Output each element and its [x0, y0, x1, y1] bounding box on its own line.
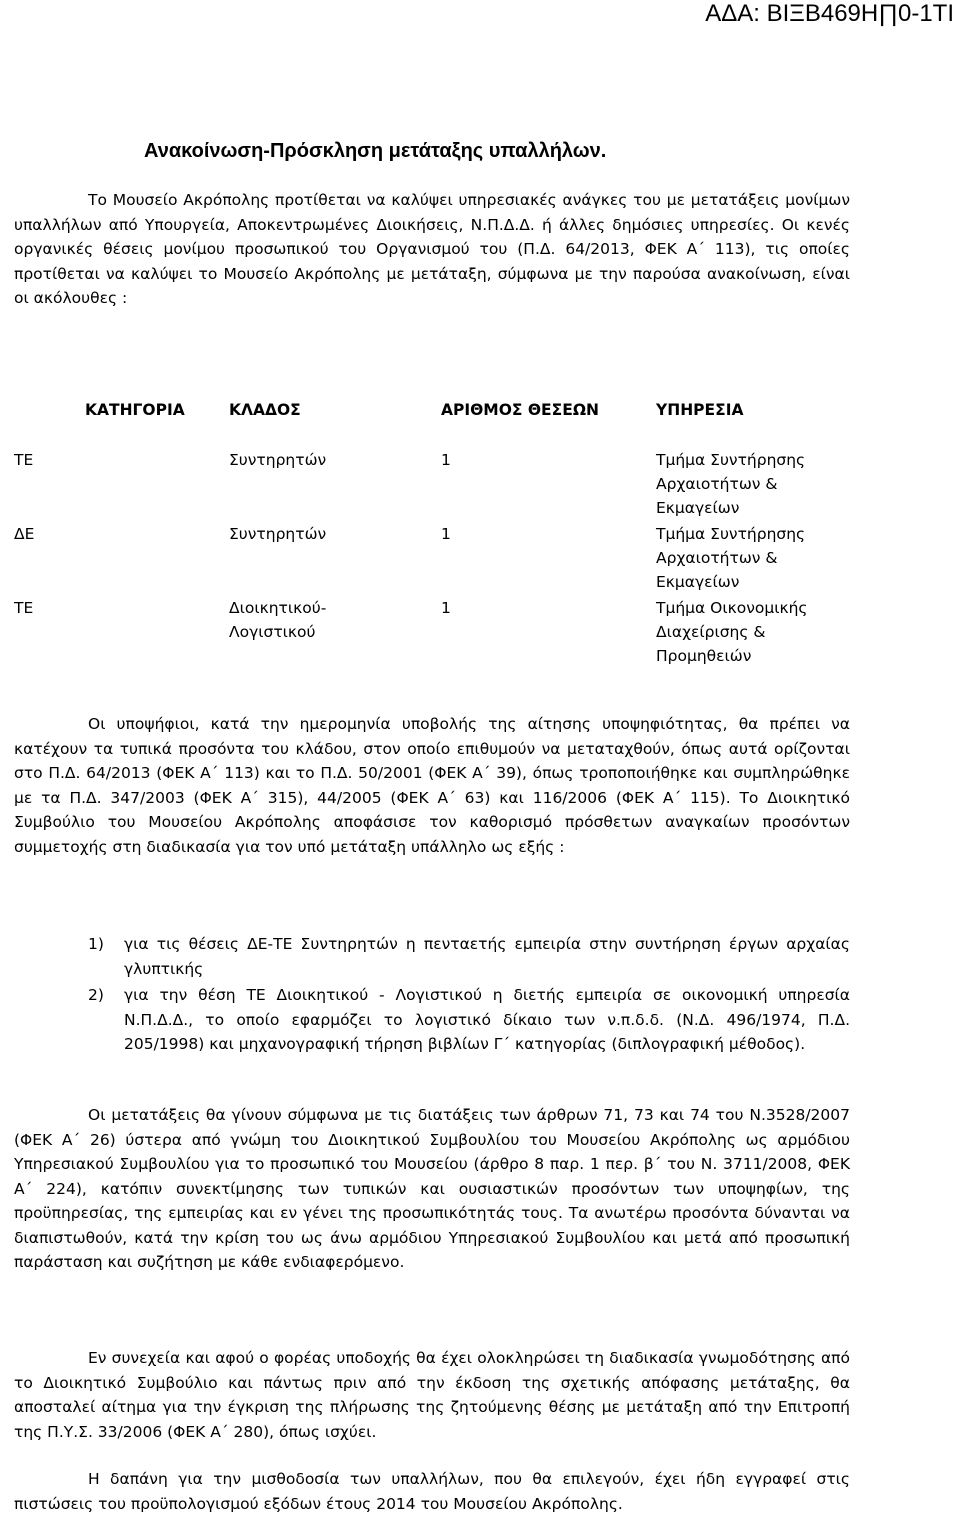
payment-text: Η δαπάνη για την μισθοδοσία των υπαλλήλων, που θα επιλεγούν, έχει ήδη εγγραφεί στις πιστώσεις του προϋπολογισμού εξόδων έτους 2014 του Μουσείου Ακρόπολης.	[14, 1470, 850, 1513]
table-header-category: ΚΑΤΗΓΟΡΙΑ	[85, 401, 185, 419]
qualifications-paragraph	[14, 712, 850, 859]
row-service: Τμήμα Συντήρησης Αρχαιοτήτων & Εκμαγείων	[656, 451, 806, 517]
continuation-paragraph	[14, 1346, 850, 1444]
table-header-positions: ΑΡΙΘΜΟΣ ΘΕΣΕΩΝ	[441, 401, 599, 419]
row-positions: 1	[441, 451, 451, 469]
list-text: για τις θέσεις ΔΕ-ΤΕ Συντηρητών η πενταετής εμπειρία στην συντήρηση έργων αρχαίας γλυπτικής	[124, 935, 850, 978]
intro-text: Το Μουσείο Ακρόπολης προτίθεται να καλύψει υπηρεσιακές ανάγκες του με μετατάξεις μονίμων υπαλλήλων από Υπουργεία, Αποκεντρωμένες Διοικήσεις, Ν.Π.Δ.Δ. ή άλλες δημόσιες υπηρεσίες. Οι κενές οργανικές θέσεις μονίμου προσωπικού του Οργανισμού του (Π.Δ. 64/2013, ΦΕΚ Α΄ 113), τις οποίες προτίθεται να καλύψει το Μουσείο Ακρόπολης με μετάταξη, σύμφωνα με την παρούσα ανακοίνωση, είναι οι ακόλουθες :	[14, 191, 850, 307]
row-service: Τμήμα Οικονομικής Διαχείρισης & Προμηθειών	[656, 599, 808, 665]
qualifications-text: Οι υποψήφιοι, κατά την ημερομηνία υποβολής της αίτησης υποψηφιότητας, θα πρέπει να κατέχουν τα τυπικά προσόντα του κλάδου, στον οποίο επιθυμούν να μεταταχθούν, όπως αυτά ορίζονται στο Π.Δ. 64/2013 (ΦΕΚ Α΄ 113) και το Π.Δ. 50/2001 (ΦΕΚ Α΄ 39), όπως τροποποιήθηκε και συμπληρώθηκε με τα Π.Δ. 347/2003 (ΦΕΚ Α΄ 315), 44/2005 (ΦΕΚ Α΄ 63) και 116/2006 (ΦΕΚ Α΄ 115). Το Διοικητικό Συμβούλιο του Μουσείου Ακρόπολης αποφάσισε τον καθορισμό πρόσθετων αναγκαίων προσόντων συμμετοχής στη διαδικασία για τον υπό μετάταξη υπάλληλο ως εξής :	[14, 715, 850, 856]
list-text: για την θέση ΤΕ Διοικητικού - Λογιστικού η διετής εμπειρία σε οικονομική υπηρεσία Ν.Π.Δ.Δ., το οποίο εφαρμόζει το λογιστικό δίκαιο των ν.π.δ.δ. (Ν.Δ. 496/1974, Π.Δ. 205/1998) και μηχανογραφική τήρηση βιβλίων Γ΄ κατηγορίας (διπλογραφική μέθοδος).	[124, 986, 850, 1053]
row-category: ΤΕ	[14, 451, 34, 469]
header-document-code: ΑΔΑ: ΒΙΞΒ469Η∏0-1ΤΙ	[705, 0, 954, 27]
row-service: Τμήμα Συντήρησης Αρχαιοτήτων & Εκμαγείων	[656, 525, 806, 591]
table-header-service: ΥΠΗΡΕΣΙΑ	[656, 401, 744, 419]
intro-paragraph	[14, 188, 850, 311]
row-branch: Συντηρητών	[229, 451, 327, 469]
row-branch: Διοικητικού-Λογιστικού	[229, 599, 327, 641]
table-header-branch: ΚΛΑΔΟΣ	[229, 401, 301, 419]
continuation-text: Εν συνεχεία και αφού ο φορέας υποδοχής θα έχει ολοκληρώσει τη διαδικασία γνωμοδότησης από το Διοικητικό Συμβούλιο και πάντως πριν από την έκδοση της σχετικής απόφασης μετάταξης, θα αποσταλεί αίτημα για την έγκριση της πλήρωσης της ζητούμενης θέσης με μετάταξη από την Επιτροπή της Π.Υ.Σ. 33/2006 (ΦΕΚ Α΄ 280), όπως ισχύει.	[14, 1349, 850, 1441]
row-positions: 1	[441, 525, 451, 543]
row-category: ΤΕ	[14, 599, 34, 617]
payment-paragraph	[14, 1467, 850, 1516]
list-number: 1)	[88, 935, 104, 953]
row-positions: 1	[441, 599, 451, 617]
transfers-paragraph	[14, 1103, 850, 1275]
list-number: 2)	[88, 986, 104, 1004]
row-branch: Συντηρητών	[229, 525, 327, 543]
page-title: Ανακοίνωση-Πρόσκληση μετάταξης υπαλλήλων.	[144, 140, 607, 162]
transfers-text: Οι μετατάξεις θα γίνουν σύμφωνα με τις διατάξεις των άρθρων 71, 73 και 74 του Ν.3528/2007 (ΦΕΚ Α΄ 26) ύστερα από γνώμη του Διοικητικού Συμβουλίου του Μουσείου Ακρόπολης ως αρμόδιου Υπηρεσιακού Συμβουλίου για το προσωπικό του Μουσείου (άρθρο 8 παρ. 1 περ. β΄ του Ν. 3711/2008, ΦΕΚ Α΄ 224), κατόπιν συνεκτίμησης των τυπικών και ουσιαστικών προσόντων των υποψηφίων, της προϋπηρεσίας, της εμπειρίας και εν γένει της προσωπικότητάς τους. Τα ανωτέρω προσόντα δύνανται να διαπιστωθούν, κατά την κρίση του ως άνω αρμόδιου Υπηρεσιακού Συμβουλίου και μετά από προσωπική παράσταση και συζήτηση με κάθε ενδιαφερόμενο.	[14, 1106, 850, 1271]
row-category: ΔΕ	[14, 525, 35, 543]
